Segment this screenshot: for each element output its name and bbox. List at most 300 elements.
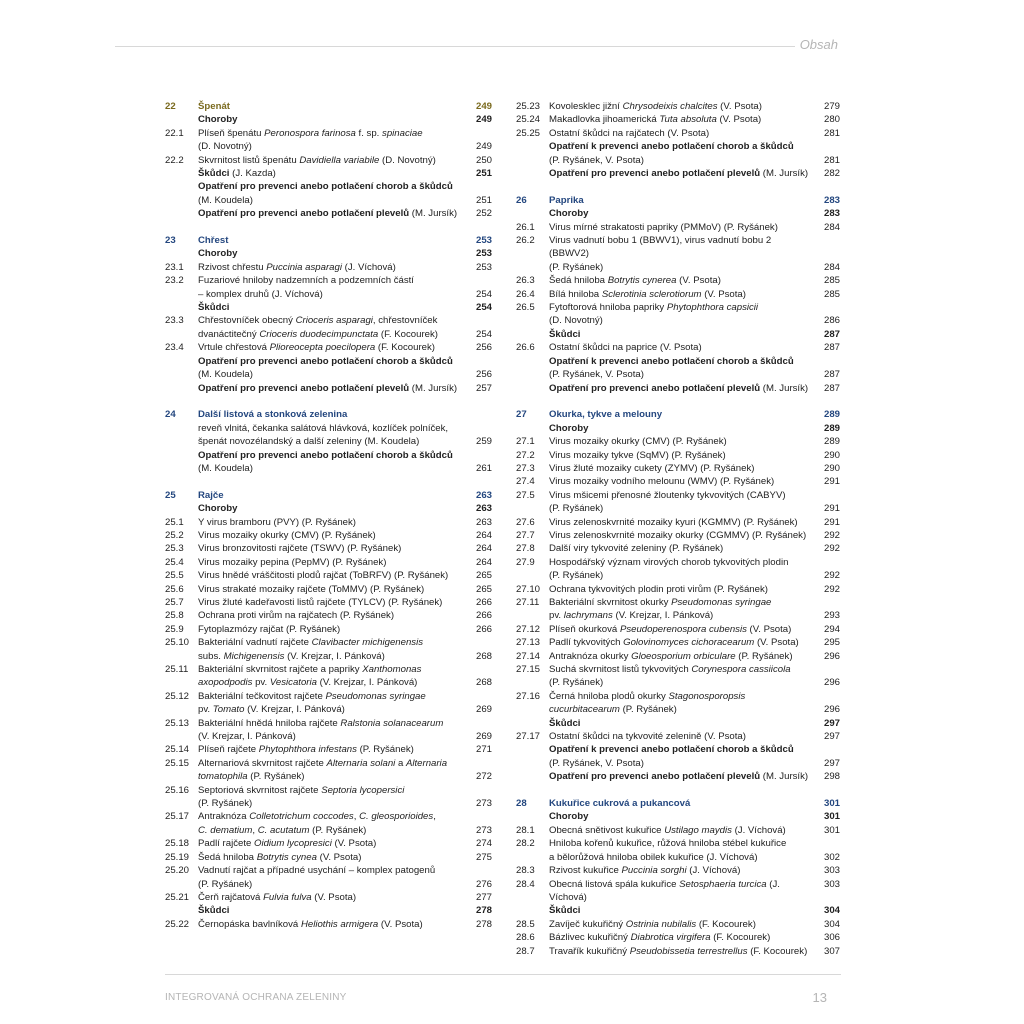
toc-page: 290 bbox=[823, 449, 840, 461]
toc-title bbox=[549, 609, 810, 622]
toc-number: 28.4 bbox=[516, 878, 535, 890]
toc-title-segment: (M. Jursík) bbox=[409, 382, 458, 394]
footer-page-number: 13 bbox=[812, 990, 827, 1005]
toc-number: 27.1 bbox=[516, 436, 535, 448]
toc-entry bbox=[165, 864, 492, 877]
toc-page bbox=[462, 355, 492, 368]
toc-number: 25.1 bbox=[165, 516, 184, 528]
toc-title-segment: Škůdci bbox=[198, 905, 230, 917]
toc-number: 25.15 bbox=[165, 757, 190, 769]
toc-title bbox=[198, 516, 462, 529]
toc-title-segment: (V. Krejzar, I. Pánková) bbox=[244, 704, 345, 716]
toc-title-segment: Chřestovníček obecný bbox=[198, 315, 296, 327]
toc-title-segment: (V. Psota) bbox=[311, 891, 357, 903]
toc-title-segment: Škůdci bbox=[549, 328, 581, 340]
toc-title-segment: (J. Víchová) bbox=[341, 261, 396, 273]
running-header: Obsah bbox=[799, 37, 838, 52]
toc-title bbox=[198, 502, 462, 515]
toc-number: 23.1 bbox=[165, 261, 184, 273]
toc-title-segment: (J. Víchová) bbox=[549, 878, 780, 903]
toc-title-segment: (P. Ryšánek) bbox=[549, 570, 604, 582]
toc-title-segment: Botrytis cynea bbox=[256, 851, 317, 863]
toc-number: 27.7 bbox=[516, 529, 535, 541]
toc-page bbox=[810, 140, 840, 153]
toc-number bbox=[165, 180, 198, 193]
toc-number bbox=[165, 140, 198, 153]
toc-section bbox=[165, 449, 492, 462]
toc-title-segment: Travařík kukuřičný bbox=[549, 945, 630, 957]
toc-number bbox=[165, 328, 198, 341]
toc-title bbox=[549, 127, 810, 140]
toc-number: 27.10 bbox=[516, 583, 541, 595]
toc-title bbox=[549, 100, 810, 113]
toc-title bbox=[198, 784, 462, 797]
toc-page: 292 bbox=[823, 543, 840, 555]
toc-entry bbox=[516, 462, 840, 475]
toc-title bbox=[198, 180, 462, 193]
toc-number: 27.9 bbox=[516, 556, 535, 568]
toc-page bbox=[810, 596, 840, 609]
toc-number bbox=[516, 207, 549, 220]
toc-title-segment: Septoriová skvrnitost rajčete bbox=[198, 784, 322, 796]
toc-section bbox=[516, 207, 840, 220]
toc-number: 27.4 bbox=[516, 476, 535, 488]
toc-number bbox=[165, 422, 198, 435]
toc-entry bbox=[165, 583, 492, 596]
toc-cont bbox=[516, 154, 840, 167]
toc-section bbox=[516, 904, 840, 917]
toc-page: 297 bbox=[823, 717, 840, 729]
toc-cont bbox=[165, 676, 492, 689]
toc-title bbox=[549, 904, 810, 917]
toc-title-segment: , bbox=[433, 811, 436, 823]
toc-section bbox=[516, 810, 840, 823]
toc-title-segment: Další listová a stonková zelenina bbox=[198, 409, 348, 421]
toc-page: 281 bbox=[823, 127, 840, 139]
toc-title-segment: (J. Víchová) bbox=[686, 865, 741, 877]
footer-book-title: INTEGROVANÁ OCHRANA ZELENINY bbox=[165, 992, 347, 1003]
toc-title bbox=[198, 408, 462, 421]
toc-title bbox=[549, 140, 810, 153]
toc-entry bbox=[516, 918, 840, 931]
toc-title-segment: Plíseň okurková bbox=[549, 623, 620, 635]
toc-title bbox=[198, 247, 462, 260]
toc-title-segment: Puccinia asparagi bbox=[266, 261, 342, 273]
toc-number: 27.11 bbox=[516, 597, 540, 608]
toc-number: 26 bbox=[516, 194, 527, 206]
toc-title-segment: (V. Psota) bbox=[754, 637, 799, 649]
toc-cont bbox=[165, 422, 492, 435]
toc-title-segment: Ochrana proti virům na rajčatech (P. Ryšánek) bbox=[198, 610, 395, 622]
toc-title-segment: Opatření pro prevenci anebo potlačení chorob a škůdců bbox=[198, 181, 453, 193]
toc-title-segment: (F. Kocourek) bbox=[375, 342, 435, 354]
toc-title-segment: Choroby bbox=[549, 811, 589, 823]
toc-number: 25.13 bbox=[165, 717, 190, 729]
toc-title-segment: Hniloba kořenů kukuřice, růžová hniloba stébel kukuřice bbox=[549, 838, 787, 850]
toc-title bbox=[549, 676, 810, 689]
toc-page: 287 bbox=[823, 342, 840, 354]
toc-title bbox=[549, 851, 810, 864]
toc-entry bbox=[165, 609, 492, 622]
toc-entry bbox=[165, 314, 492, 327]
toc-title-segment: Chřest bbox=[198, 235, 229, 247]
toc-title-segment: Alternaria bbox=[405, 757, 448, 769]
toc-title bbox=[549, 797, 810, 810]
toc-title bbox=[549, 810, 810, 823]
toc-page: 251 bbox=[475, 168, 492, 180]
toc-page bbox=[462, 757, 492, 770]
toc-number: 25.21 bbox=[165, 891, 190, 903]
toc-section bbox=[165, 904, 492, 917]
toc-title bbox=[198, 743, 462, 756]
toc-title-segment: Opatření pro prevenci anebo potlačení plevelů bbox=[549, 168, 761, 180]
toc-title bbox=[198, 864, 462, 877]
toc-number bbox=[516, 314, 549, 327]
toc-number: 27.6 bbox=[516, 516, 535, 528]
toc-page: 273 bbox=[475, 824, 492, 836]
toc-entry bbox=[516, 449, 840, 462]
toc-title bbox=[549, 703, 810, 716]
toc-entry bbox=[165, 918, 492, 931]
toc-number: 25.14 bbox=[165, 744, 190, 756]
toc-title-segment: Pseudoperenospora cubensis bbox=[619, 623, 747, 635]
toc-title-segment: – komplex druhů (J. Víchová) bbox=[198, 288, 323, 300]
toc-page: 283 bbox=[823, 208, 840, 220]
toc-page: 280 bbox=[823, 114, 840, 126]
toc-page bbox=[810, 556, 840, 569]
toc-chapter bbox=[516, 797, 840, 810]
toc-entry bbox=[516, 542, 840, 555]
toc-page: 279 bbox=[823, 101, 840, 112]
toc-entry bbox=[516, 301, 840, 314]
toc-page: 297 bbox=[823, 731, 840, 743]
toc-cont bbox=[516, 261, 840, 274]
toc-number bbox=[516, 810, 549, 823]
toc-title-segment: Bázlivec kukuřičný bbox=[549, 932, 631, 944]
toc-title-segment: (V. Psota) bbox=[717, 101, 762, 112]
toc-title-segment: Davidiella variabile bbox=[299, 154, 380, 166]
toc-cont bbox=[165, 730, 492, 743]
toc-number: 27.13 bbox=[516, 637, 541, 649]
toc-number bbox=[165, 878, 198, 891]
toc-title-segment: Okurka, tykve a melouny bbox=[549, 409, 663, 421]
toc-title bbox=[549, 878, 810, 905]
toc-title bbox=[549, 221, 810, 234]
toc-page bbox=[462, 810, 492, 823]
toc-title-segment: (P. Ryšánek) bbox=[549, 503, 604, 515]
toc-entry bbox=[165, 274, 492, 287]
toc-title bbox=[198, 382, 462, 395]
toc-entry bbox=[516, 931, 840, 944]
toc-page: 287 bbox=[823, 369, 840, 381]
toc-title bbox=[198, 355, 462, 368]
toc-entry bbox=[165, 636, 492, 649]
toc-number bbox=[516, 609, 549, 622]
toc-title bbox=[549, 408, 810, 421]
toc-page bbox=[462, 314, 492, 327]
toc-entry bbox=[516, 100, 840, 113]
toc-cont bbox=[516, 569, 840, 582]
toc-title-segment: Hospodářský význam virových chorob tykvovitých plodin bbox=[549, 556, 789, 568]
toc-title-segment: (P. Ryšánek) bbox=[549, 261, 604, 273]
toc-chapter bbox=[516, 408, 840, 421]
toc-title bbox=[549, 475, 810, 488]
toc-title bbox=[549, 355, 810, 368]
toc-number bbox=[165, 462, 198, 475]
toc-title-segment: pv. bbox=[198, 704, 213, 716]
toc-number bbox=[516, 154, 549, 167]
toc-title bbox=[198, 878, 462, 891]
toc-number: 25 bbox=[165, 489, 176, 501]
toc-title-segment: Plíseň špenátu bbox=[198, 127, 265, 139]
toc-page: 254 bbox=[475, 302, 492, 314]
toc-title-segment: Michigenensis bbox=[223, 650, 285, 662]
toc-title-segment: Opatření pro prevenci anebo potlačení plevelů bbox=[549, 382, 761, 394]
toc-number bbox=[165, 502, 198, 515]
toc-right-column bbox=[516, 100, 840, 958]
toc-page: 297 bbox=[823, 757, 840, 769]
toc-title-segment: cucurbitacearum bbox=[549, 704, 620, 716]
toc-number: 25.24 bbox=[516, 114, 541, 126]
toc-cont bbox=[165, 650, 492, 663]
toc-title-segment: Antraknóza bbox=[198, 811, 250, 823]
toc-title-segment: Pseudobissetia terrestrellus bbox=[629, 945, 748, 957]
toc-number bbox=[165, 449, 198, 462]
toc-entry bbox=[516, 127, 840, 140]
toc-number: 26.1 bbox=[516, 221, 535, 233]
toc-title-segment: Ostatní škůdci na tykvovité zelenině (V. Psota) bbox=[549, 731, 746, 743]
toc-title-segment: Virus zelenoskvrnité mozaiky kyuri (KGMMV) (P. Ryšánek) bbox=[549, 516, 798, 528]
toc-number bbox=[516, 743, 549, 756]
toc-title-segment: Virus mozaiky tykve (SqMV) (P. Ryšánek) bbox=[549, 449, 726, 461]
toc-entry bbox=[516, 113, 840, 126]
toc-title bbox=[549, 864, 810, 877]
toc-title-segment: Virus žluté mozaiky cukety (ZYMV) (P. Ryšánek) bbox=[549, 462, 755, 474]
toc-number: 27.15 bbox=[516, 664, 541, 676]
toc-entry bbox=[516, 435, 840, 448]
toc-title bbox=[198, 650, 462, 663]
toc-title-segment: Corynespora cassiicola bbox=[691, 664, 791, 676]
toc-title bbox=[198, 100, 462, 113]
toc-cont bbox=[516, 314, 840, 327]
toc-cont bbox=[165, 462, 492, 475]
toc-title-segment: (V. Psota) bbox=[716, 114, 762, 126]
toc-title-segment: C. acutatum bbox=[257, 824, 310, 836]
toc-title-segment: reveň vlnitá, čekanka salátová hlávková, kozlíček polníček, bbox=[198, 422, 449, 434]
toc-page: 263 bbox=[475, 503, 492, 515]
toc-entry bbox=[516, 945, 840, 958]
toc-title-segment: Šedá hniloba bbox=[198, 851, 257, 863]
toc-page: 268 bbox=[475, 650, 492, 662]
toc-number bbox=[165, 382, 198, 395]
toc-title bbox=[549, 382, 810, 395]
toc-entry bbox=[516, 864, 840, 877]
toc-title-segment: Golovinomyces cichoracearum bbox=[623, 637, 755, 649]
toc-title bbox=[198, 489, 462, 502]
toc-number: 28.2 bbox=[516, 838, 535, 850]
toc-title bbox=[198, 797, 462, 810]
toc-chapter bbox=[165, 408, 492, 421]
toc-title bbox=[549, 743, 810, 756]
toc-title bbox=[549, 207, 810, 220]
toc-title-segment: (P. Ryšánek, V. Psota) bbox=[549, 154, 644, 166]
toc-page: 278 bbox=[475, 905, 492, 917]
toc-title-segment: tomatophila bbox=[198, 771, 248, 783]
toc-title-segment: Choroby bbox=[198, 248, 238, 260]
toc-title bbox=[198, 904, 462, 917]
toc-page: 278 bbox=[475, 918, 492, 930]
toc-title bbox=[198, 194, 462, 207]
toc-page: 264 bbox=[475, 543, 492, 555]
toc-title-segment: Vadnutí rajčat a případné usychání – komplex patogenů bbox=[198, 865, 436, 877]
toc-number bbox=[165, 113, 198, 126]
toc-title bbox=[549, 502, 810, 515]
toc-title-segment: Zavíječ kukuřičný bbox=[549, 918, 626, 930]
toc-page: 265 bbox=[475, 570, 492, 582]
toc-number bbox=[516, 355, 549, 368]
toc-title-segment: Antraknóza okurky bbox=[549, 650, 632, 662]
toc-title bbox=[549, 918, 810, 931]
toc-title-segment: Phytophthora infestans bbox=[258, 744, 357, 756]
toc-number bbox=[516, 904, 549, 917]
toc-title bbox=[198, 207, 462, 220]
toc-page: 303 bbox=[823, 865, 840, 877]
toc-entry bbox=[165, 569, 492, 582]
toc-title-segment: Ostrinia nubilalis bbox=[625, 918, 697, 930]
toc-entry bbox=[165, 261, 492, 274]
toc-title-segment: Virus hnědé vráščitosti plodů rajčat (ToBRFV) (P. Ryšánek) bbox=[198, 570, 449, 582]
toc-number: 26.6 bbox=[516, 342, 535, 354]
toc-page: 272 bbox=[475, 771, 492, 783]
toc-title bbox=[198, 234, 462, 247]
toc-number: 26.2 bbox=[516, 235, 535, 247]
toc-title-segment: , bbox=[252, 824, 258, 836]
toc-page bbox=[810, 690, 840, 703]
toc-page bbox=[462, 864, 492, 877]
toc-page: 249 bbox=[475, 101, 492, 112]
toc-number: 27.16 bbox=[516, 690, 541, 702]
toc-title bbox=[198, 837, 462, 850]
toc-page: 292 bbox=[823, 529, 840, 541]
toc-title bbox=[549, 154, 810, 167]
toc-title bbox=[198, 449, 462, 462]
toc-entry bbox=[165, 663, 492, 676]
toc-title-segment: pv. bbox=[549, 610, 564, 622]
toc-page: 289 bbox=[823, 422, 840, 434]
toc-number: 25.5 bbox=[165, 570, 184, 582]
toc-title-segment: Bakteriální vadnutí rajčete bbox=[198, 637, 312, 649]
toc-title bbox=[198, 301, 462, 314]
toc-page: 264 bbox=[475, 556, 492, 568]
toc-number: 25.17 bbox=[165, 811, 190, 823]
toc-section bbox=[516, 770, 840, 783]
toc-number bbox=[165, 730, 198, 743]
toc-page bbox=[810, 837, 840, 850]
toc-page: 303 bbox=[823, 878, 840, 890]
toc-page: 296 bbox=[823, 650, 840, 662]
toc-title bbox=[549, 690, 810, 703]
toc-page bbox=[462, 127, 492, 140]
toc-title-segment: C. gleosporioides bbox=[359, 811, 434, 823]
toc-title-segment: Setosphaeria turcica bbox=[679, 878, 767, 890]
toc-entry bbox=[516, 529, 840, 542]
toc-title-segment: a bělorůžová hniloba obilek kukuřice (J. Víchová) bbox=[549, 851, 758, 863]
toc-title-segment: Opatření pro prevenci anebo potlačení plevelů bbox=[549, 771, 761, 783]
toc-chapter bbox=[516, 194, 840, 207]
toc-title-segment: Škůdci bbox=[549, 717, 581, 729]
toc-title-segment: Virus mírné strakatosti papriky (PMMoV) (P. Ryšánek) bbox=[549, 221, 778, 233]
toc-title bbox=[198, 422, 462, 435]
toc-entry bbox=[165, 784, 492, 797]
toc-number bbox=[165, 797, 198, 810]
toc-title bbox=[198, 341, 462, 354]
toc-entry bbox=[516, 221, 840, 234]
toc-title-segment: , bbox=[353, 811, 360, 823]
toc-title-segment: Šedá hniloba bbox=[549, 275, 608, 287]
toc-title-segment: Bakteriální skvrnitost rajčete a papriky bbox=[198, 664, 363, 676]
toc-page: 290 bbox=[823, 462, 840, 474]
toc-title-segment: Heliothis armigera bbox=[300, 918, 379, 930]
toc-page: 282 bbox=[823, 168, 840, 180]
toc-title bbox=[198, 288, 462, 301]
toc-entry bbox=[516, 623, 840, 636]
toc-number bbox=[516, 676, 549, 689]
toc-title-segment: Septoria lycopersici bbox=[321, 784, 405, 796]
toc-title bbox=[198, 435, 462, 448]
toc-page: 257 bbox=[475, 382, 492, 394]
toc-title-segment: Choroby bbox=[198, 114, 238, 126]
toc-number bbox=[516, 261, 549, 274]
toc-page: 281 bbox=[823, 154, 840, 166]
toc-page: 254 bbox=[475, 328, 492, 340]
toc-title bbox=[549, 516, 810, 529]
toc-cont bbox=[516, 502, 840, 515]
toc-page: 291 bbox=[823, 503, 840, 515]
toc-page bbox=[810, 301, 840, 314]
toc-page: 277 bbox=[475, 891, 492, 903]
toc-title-segment: Škůdci bbox=[549, 905, 581, 917]
toc-title bbox=[198, 623, 462, 636]
toc-entry bbox=[165, 851, 492, 864]
toc-title bbox=[198, 113, 462, 126]
toc-title-segment: C. dematium bbox=[198, 824, 253, 836]
toc-entry bbox=[165, 127, 492, 140]
toc-title-segment: Chrysodeixis chalcites bbox=[622, 101, 718, 112]
toc-title bbox=[198, 596, 462, 609]
toc-entry bbox=[516, 341, 840, 354]
toc-title-segment: Opatření k prevenci anebo potlačení chorob a škůdců bbox=[549, 744, 794, 756]
toc-title-segment: (F. Kocourek) bbox=[747, 945, 808, 957]
toc-page: 275 bbox=[475, 851, 492, 863]
toc-title bbox=[549, 422, 810, 435]
toc-number: 22.1 bbox=[165, 127, 184, 139]
toc-cont bbox=[165, 288, 492, 301]
toc-section bbox=[516, 140, 840, 153]
toc-page: 266 bbox=[475, 596, 492, 608]
toc-title-segment: Fuzariové hniloby nadzemních a podzemních částí bbox=[198, 275, 414, 287]
toc-number bbox=[516, 167, 549, 180]
toc-page: 301 bbox=[823, 824, 840, 836]
toc-number: 23.4 bbox=[165, 342, 184, 354]
toc-title-segment: pv. bbox=[252, 677, 270, 689]
toc-entry bbox=[516, 824, 840, 837]
toc-page: 253 bbox=[475, 248, 492, 260]
toc-title bbox=[549, 288, 810, 301]
toc-title bbox=[198, 757, 462, 770]
toc-entry bbox=[165, 542, 492, 555]
toc-page: 283 bbox=[823, 194, 840, 206]
toc-title bbox=[198, 730, 462, 743]
